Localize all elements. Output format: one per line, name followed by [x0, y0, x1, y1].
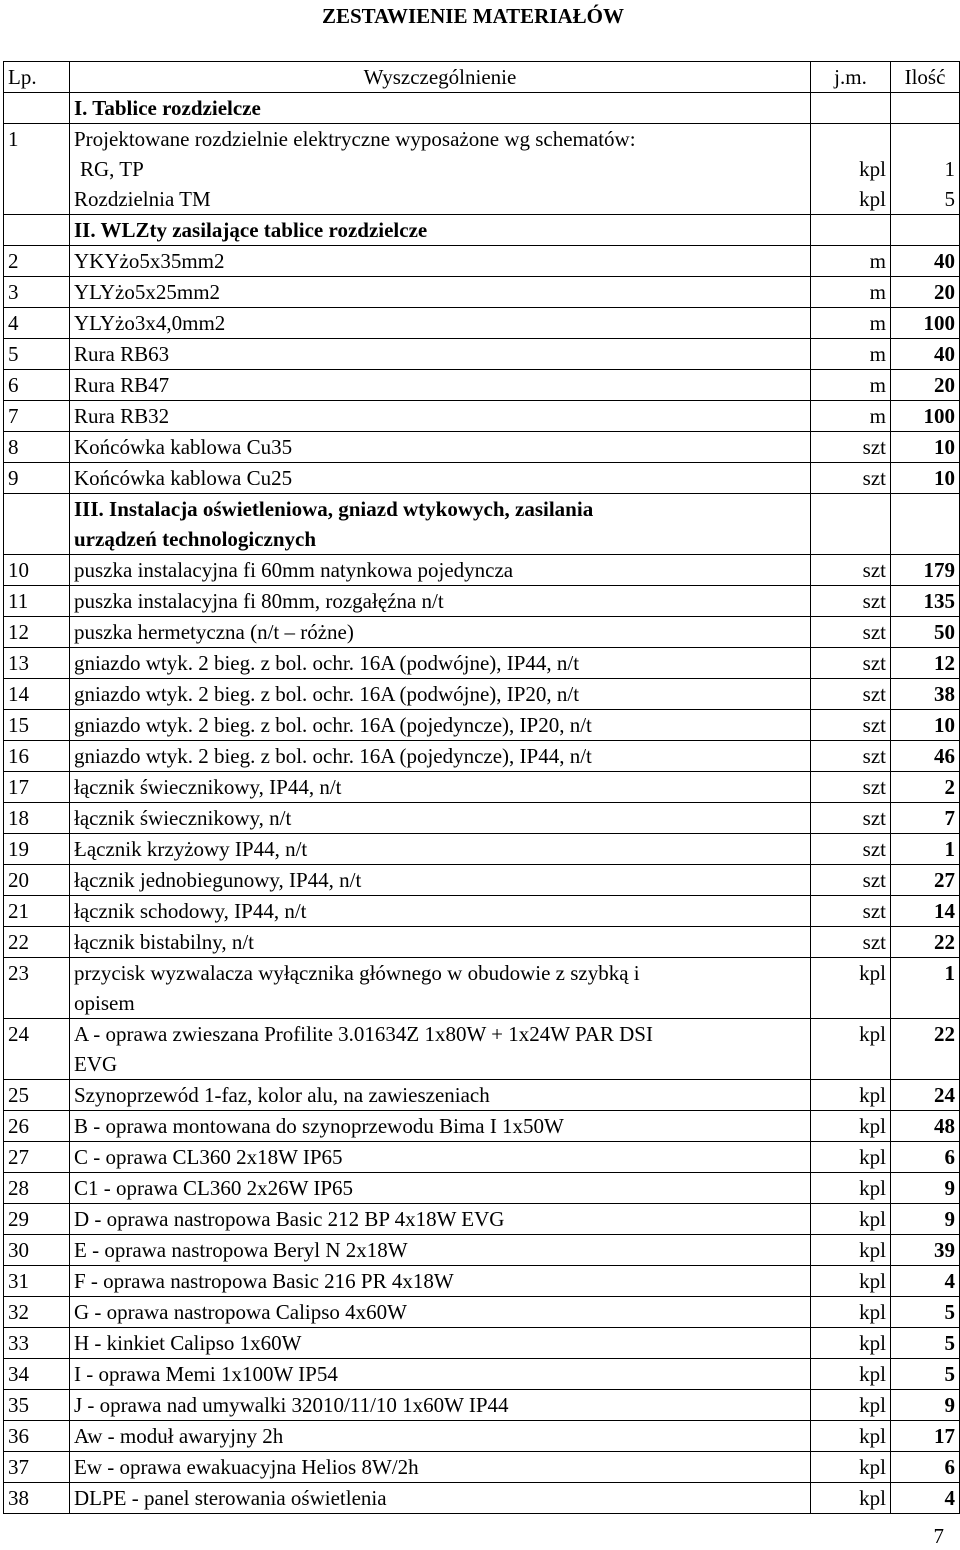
table-row: [4, 1266, 960, 1297]
row-description: [70, 124, 811, 215]
row-description: łącznik świecznikowy, n/t: [70, 803, 811, 834]
table-row: [4, 1111, 960, 1142]
row-description: puszka instalacyjna fi 80mm, rozgałęźna n/t: [70, 586, 811, 617]
row-unit: szt: [811, 648, 891, 679]
row-lp: 4: [4, 308, 70, 339]
table-row: [4, 370, 960, 401]
table-row: [4, 308, 960, 339]
row-lp: 21: [4, 896, 70, 927]
row-quantity: 135: [891, 586, 960, 617]
row-description: B - oprawa montowana do szynoprzewodu Bima I 1x50W: [70, 1111, 811, 1142]
row-description: Rura RB47: [70, 370, 811, 401]
row-lp: 19: [4, 834, 70, 865]
table-cell: [811, 215, 891, 246]
header-lp: Lp.: [4, 62, 70, 93]
table-cell: [891, 93, 960, 124]
row-description: C - oprawa CL360 2x18W IP65: [70, 1142, 811, 1173]
table-row: [4, 339, 960, 370]
table-row: [4, 1483, 960, 1514]
row-description: Rura RB32: [70, 401, 811, 432]
row-quantity: 100: [891, 308, 960, 339]
table-row: [4, 679, 960, 710]
table-row: [4, 803, 960, 834]
row-description: YLYżo5x25mm2: [70, 277, 811, 308]
row-unit: szt: [811, 772, 891, 803]
table-row: [4, 1173, 960, 1204]
row-description-line: EVG: [74, 1052, 118, 1076]
row-unit: szt: [811, 710, 891, 741]
row-unit: szt: [811, 927, 891, 958]
row-lp: 23: [4, 958, 70, 1019]
page-number: 7: [933, 1524, 944, 1548]
table-cell: [4, 494, 70, 555]
row-unit: m: [811, 370, 891, 401]
row-description-line: Rozdzielnia TM: [74, 187, 211, 211]
section-heading: II. WLZty zasilające tablice rozdzielcze: [70, 215, 811, 246]
row-description: Łącznik krzyżowy IP44, n/t: [70, 834, 811, 865]
table-row: [4, 1142, 960, 1173]
row-lp: 29: [4, 1204, 70, 1235]
row-quantity-value: 1: [944, 157, 955, 181]
table-row: [4, 1019, 960, 1080]
row-quantity: 39: [891, 1235, 960, 1266]
row-lp: 30: [4, 1235, 70, 1266]
table-row: [4, 1452, 960, 1483]
row-unit: szt: [811, 896, 891, 927]
row-lp: 8: [4, 432, 70, 463]
row-quantity: 10: [891, 463, 960, 494]
row-description: łącznik bistabilny, n/t: [70, 927, 811, 958]
row-unit: kpl: [811, 1483, 891, 1514]
row-lp: 2: [4, 246, 70, 277]
row-lp: 13: [4, 648, 70, 679]
materials-table: [3, 61, 960, 1514]
row-description-line: opisem: [74, 991, 135, 1015]
row-quantity: 1: [891, 834, 960, 865]
row-unit: kpl: [811, 1297, 891, 1328]
table-row: [4, 555, 960, 586]
table-row: [4, 124, 960, 215]
row-description: gniazdo wtyk. 2 bieg. z bol. ochr. 16A (pojedyncze), IP20, n/t: [70, 710, 811, 741]
row-quantity: 6: [891, 1142, 960, 1173]
row-lp: 37: [4, 1452, 70, 1483]
row-lp: 33: [4, 1328, 70, 1359]
table-cell: [4, 215, 70, 246]
header-description: Wyszczególnienie: [70, 62, 811, 93]
row-quantity: 24: [891, 1080, 960, 1111]
row-quantity: 6: [891, 1452, 960, 1483]
row-description-line: Projektowane rozdzielnie elektryczne wyposażone wg schematów:: [74, 127, 636, 151]
table-row: [4, 834, 960, 865]
table-cell: [891, 494, 960, 555]
table-row: [4, 710, 960, 741]
row-unit: szt: [811, 679, 891, 710]
row-description: Szynoprzewód 1-faz, kolor alu, na zawieszeniach: [70, 1080, 811, 1111]
row-unit: szt: [811, 432, 891, 463]
row-unit: [811, 124, 891, 215]
table-row: [4, 648, 960, 679]
table-row: [4, 586, 960, 617]
row-quantity: 9: [891, 1390, 960, 1421]
section-heading: [70, 494, 811, 555]
row-quantity: 27: [891, 865, 960, 896]
row-description: gniazdo wtyk. 2 bieg. z bol. ochr. 16A (pojedyncze), IP44, n/t: [70, 741, 811, 772]
row-unit: kpl: [811, 1019, 891, 1080]
row-lp: 36: [4, 1421, 70, 1452]
row-description: Końcówka kablowa Cu35: [70, 432, 811, 463]
table-row: [4, 865, 960, 896]
row-quantity: 40: [891, 339, 960, 370]
row-quantity: 22: [891, 1019, 960, 1080]
document-title: ZESTAWIENIE MATERIAŁÓW: [321, 4, 625, 28]
row-description-line: przycisk wyzwalacza wyłącznika głównego w obudowie z szybką i: [74, 961, 640, 985]
row-description: YLYżo3x4,0mm2: [70, 308, 811, 339]
row-description: E - oprawa nastropowa Beryl N 2x18W: [70, 1235, 811, 1266]
row-unit: m: [811, 246, 891, 277]
row-quantity: 5: [891, 1328, 960, 1359]
row-lp: 11: [4, 586, 70, 617]
row-unit: kpl: [811, 1328, 891, 1359]
row-description-line: RG, TP: [80, 157, 144, 181]
row-lp: 15: [4, 710, 70, 741]
row-quantity: 17: [891, 1421, 960, 1452]
row-unit: m: [811, 401, 891, 432]
row-description: gniazdo wtyk. 2 bieg. z bol. ochr. 16A (podwójne), IP44, n/t: [70, 648, 811, 679]
table-row: [4, 401, 960, 432]
section-heading-row: [4, 494, 960, 555]
table-row: [4, 1328, 960, 1359]
row-quantity: 14: [891, 896, 960, 927]
row-lp: 31: [4, 1266, 70, 1297]
row-quantity: 4: [891, 1266, 960, 1297]
row-lp: 28: [4, 1173, 70, 1204]
table-row: [4, 1204, 960, 1235]
row-description: [70, 958, 811, 1019]
row-quantity: 179: [891, 555, 960, 586]
row-unit: kpl: [811, 1359, 891, 1390]
row-description: puszka hermetyczna (n/t – różne): [70, 617, 811, 648]
row-unit: kpl: [811, 1142, 891, 1173]
section-heading: I. Tablice rozdzielcze: [70, 93, 811, 124]
table-row: [4, 1359, 960, 1390]
row-lp: 5: [4, 339, 70, 370]
row-quantity: [891, 124, 960, 215]
row-unit-value: kpl: [859, 187, 886, 211]
row-unit: szt: [811, 463, 891, 494]
row-quantity: 10: [891, 710, 960, 741]
row-description: I - oprawa Memi 1x100W IP54: [70, 1359, 811, 1390]
row-description: łącznik świecznikowy, IP44, n/t: [70, 772, 811, 803]
row-unit: kpl: [811, 958, 891, 1019]
row-unit: kpl: [811, 1421, 891, 1452]
row-description-line: A - oprawa zwieszana Profilite 3.01634Z 1x80W + 1x24W PAR DSI: [74, 1022, 653, 1046]
row-unit: szt: [811, 803, 891, 834]
table-cell: [811, 494, 891, 555]
row-quantity: 2: [891, 772, 960, 803]
row-description: [70, 1019, 811, 1080]
table-row: [4, 1421, 960, 1452]
header-unit: j.m.: [811, 62, 891, 93]
row-lp: 32: [4, 1297, 70, 1328]
table-row: [4, 958, 960, 1019]
row-lp: 35: [4, 1390, 70, 1421]
row-unit: kpl: [811, 1080, 891, 1111]
row-unit: kpl: [811, 1173, 891, 1204]
row-lp: 24: [4, 1019, 70, 1080]
row-lp: 3: [4, 277, 70, 308]
row-lp: 34: [4, 1359, 70, 1390]
row-unit-value: kpl: [859, 157, 886, 181]
row-lp: 25: [4, 1080, 70, 1111]
table-row: [4, 432, 960, 463]
table-row: [4, 463, 960, 494]
row-unit: m: [811, 277, 891, 308]
row-lp: 6: [4, 370, 70, 401]
row-description: G - oprawa nastropowa Calipso 4x60W: [70, 1297, 811, 1328]
section-heading-line: III. Instalacja oświetleniowa, gniazd wtykowych, zasilania: [74, 497, 594, 521]
row-description: Ew - oprawa ewakuacyjna Helios 8W/2h: [70, 1452, 811, 1483]
row-lp: 10: [4, 555, 70, 586]
row-lp: 18: [4, 803, 70, 834]
row-lp: 38: [4, 1483, 70, 1514]
row-lp: 7: [4, 401, 70, 432]
row-lp: 22: [4, 927, 70, 958]
table-cell: [891, 215, 960, 246]
row-quantity: 4: [891, 1483, 960, 1514]
row-lp: 20: [4, 865, 70, 896]
row-quantity: 46: [891, 741, 960, 772]
row-quantity: 9: [891, 1204, 960, 1235]
row-description: Rura RB63: [70, 339, 811, 370]
row-unit: szt: [811, 586, 891, 617]
header-quantity: Ilość: [891, 62, 960, 93]
row-quantity: 9: [891, 1173, 960, 1204]
row-unit: m: [811, 339, 891, 370]
table-row: [4, 617, 960, 648]
table-row: [4, 741, 960, 772]
row-description: F - oprawa nastropowa Basic 216 PR 4x18W: [70, 1266, 811, 1297]
table-row: [4, 927, 960, 958]
row-quantity: 20: [891, 277, 960, 308]
row-lp: 1: [4, 124, 70, 215]
row-unit: szt: [811, 741, 891, 772]
row-description: DLPE - panel sterowania oświetlenia: [70, 1483, 811, 1514]
table-row: [4, 246, 960, 277]
row-unit: szt: [811, 555, 891, 586]
row-description: Aw - moduł awaryjny 2h: [70, 1421, 811, 1452]
table-row: [4, 1235, 960, 1266]
row-quantity: 40: [891, 246, 960, 277]
section-heading-line: urządzeń technologicznych: [74, 527, 317, 551]
row-unit: kpl: [811, 1266, 891, 1297]
table-cell: [4, 93, 70, 124]
row-unit: kpl: [811, 1111, 891, 1142]
row-description: Końcówka kablowa Cu25: [70, 463, 811, 494]
row-lp: 26: [4, 1111, 70, 1142]
row-unit: kpl: [811, 1452, 891, 1483]
table-row: [4, 1080, 960, 1111]
row-quantity: 100: [891, 401, 960, 432]
row-lp: 27: [4, 1142, 70, 1173]
table-row: [4, 1390, 960, 1421]
row-lp: 12: [4, 617, 70, 648]
row-quantity: 1: [891, 958, 960, 1019]
row-lp: 14: [4, 679, 70, 710]
table-header-row: [4, 62, 960, 93]
row-quantity: 12: [891, 648, 960, 679]
row-unit: m: [811, 308, 891, 339]
row-description: H - kinkiet Calipso 1x60W: [70, 1328, 811, 1359]
row-quantity: 38: [891, 679, 960, 710]
table-cell: [811, 93, 891, 124]
row-quantity: 50: [891, 617, 960, 648]
row-description: puszka instalacyjna fi 60mm natynkowa pojedyncza: [70, 555, 811, 586]
row-description: gniazdo wtyk. 2 bieg. z bol. ochr. 16A (podwójne), IP20, n/t: [70, 679, 811, 710]
row-lp: 17: [4, 772, 70, 803]
table-row: [4, 772, 960, 803]
row-unit: kpl: [811, 1390, 891, 1421]
row-description: D - oprawa nastropowa Basic 212 BP 4x18W EVG: [70, 1204, 811, 1235]
row-lp: 16: [4, 741, 70, 772]
row-description: YKYżo5x35mm2: [70, 246, 811, 277]
row-unit: kpl: [811, 1235, 891, 1266]
row-unit: kpl: [811, 1204, 891, 1235]
row-quantity: 5: [891, 1297, 960, 1328]
table-row: [4, 1297, 960, 1328]
row-unit: szt: [811, 617, 891, 648]
row-quantity: 20: [891, 370, 960, 401]
row-quantity: 22: [891, 927, 960, 958]
row-description: łącznik schodowy, IP44, n/t: [70, 896, 811, 927]
row-description: C1 - oprawa CL360 2x26W IP65: [70, 1173, 811, 1204]
row-unit: szt: [811, 865, 891, 896]
table-row: [4, 896, 960, 927]
row-quantity: 48: [891, 1111, 960, 1142]
row-lp: 9: [4, 463, 70, 494]
section-heading-row: [4, 93, 960, 124]
section-heading-row: [4, 215, 960, 246]
row-quantity-value: 5: [944, 187, 955, 211]
row-quantity: 5: [891, 1359, 960, 1390]
row-unit: szt: [811, 834, 891, 865]
row-quantity: 10: [891, 432, 960, 463]
table-row: [4, 277, 960, 308]
row-description: łącznik jednobiegunowy, IP44, n/t: [70, 865, 811, 896]
row-quantity: 7: [891, 803, 960, 834]
row-description: J - oprawa nad umywalki 32010/11/10 1x60W IP44: [70, 1390, 811, 1421]
